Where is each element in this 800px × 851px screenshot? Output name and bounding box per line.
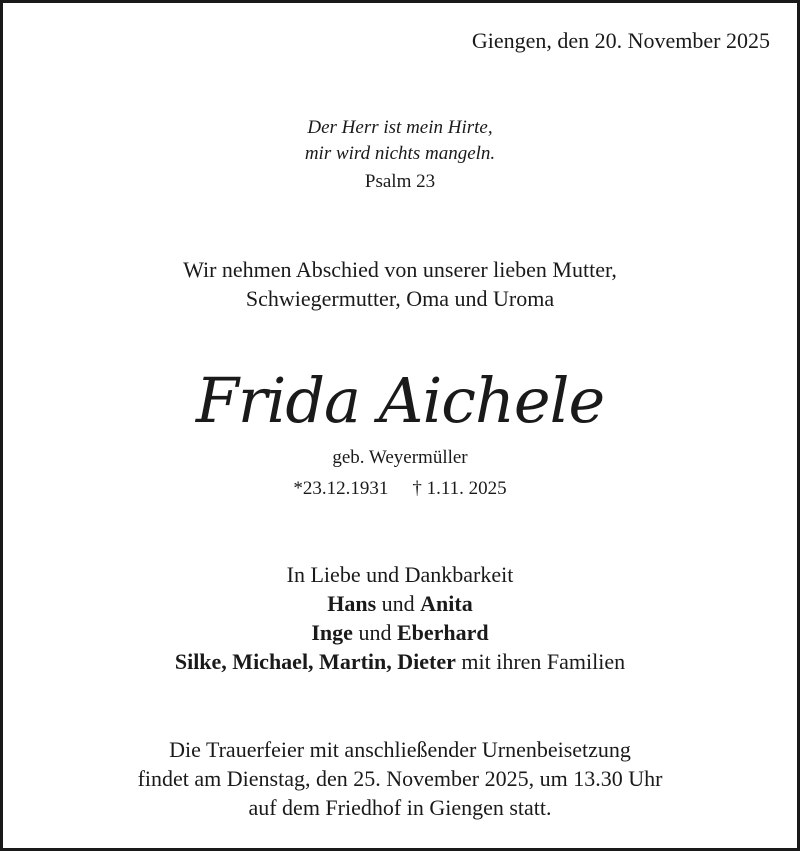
grandchildren-names: Silke, Michael, Martin, Dieter [174, 649, 456, 674]
mourner-name: Hans [327, 591, 377, 616]
verse-line-1: Der Herr ist mein Hirte, [307, 117, 493, 138]
intro-line-2: Schwiegermutter, Oma und Uroma [245, 286, 555, 311]
service-line-3: auf dem Friedhof in Giengen statt. [248, 795, 552, 820]
life-dates [0, 477, 800, 501]
mourners-grandchildren [0, 649, 800, 675]
maiden-name: geb. Weyermüller [332, 447, 468, 468]
mourners-opening: In Liebe und Dankbarkeit [286, 562, 514, 587]
joiner: und [358, 620, 392, 645]
joiner: und [381, 591, 415, 616]
intro-line-1: Wir nehmen Abschied von unserer lieben Mutter, [183, 257, 617, 282]
mourner-name: Anita [420, 591, 473, 616]
deceased-name: Frida Aichele [195, 364, 605, 437]
verse-line-2: mir wird nichts mangeln. [304, 143, 496, 164]
mourners-pair-2 [0, 620, 800, 646]
verse-reference: Psalm 23 [364, 171, 436, 192]
mourner-name: Inge [311, 620, 353, 645]
mourner-name: Eberhard [396, 620, 489, 645]
mourners-pair-1 [0, 591, 800, 617]
service-line-1: Die Trauerfeier mit anschließender Urnenbeisetzung [169, 737, 631, 762]
birth-date: *23.12.1931 [293, 478, 389, 499]
place-date: Giengen, den 20. November 2025 [471, 28, 770, 53]
death-date: † 1.11. 2025 [412, 478, 507, 499]
service-line-2: findet am Dienstag, den 25. November 2025, um 13.30 Uhr [137, 766, 663, 791]
grandchildren-suffix: mit ihren Familien [461, 649, 626, 674]
